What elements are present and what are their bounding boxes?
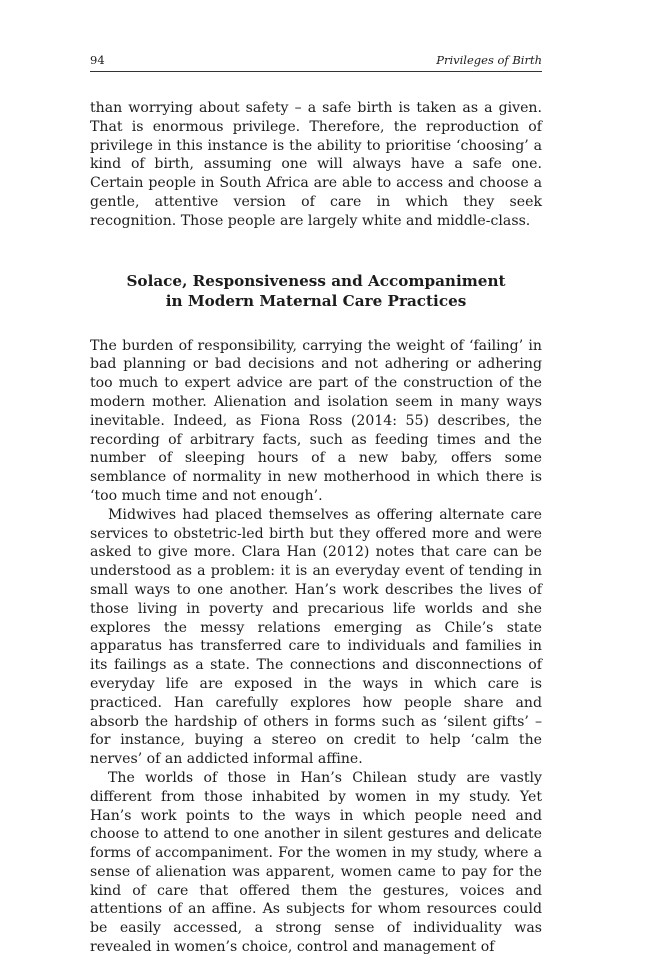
opening-paragraph: than worrying about safety – a safe birth is taken as a given. That is enormous privilege. Therefore, the reproduction of privilege in this instance is the ability to prioritise ‘choosing’ a kind of birth, assuming one will always have a safe one. Certain people in South Africa are able to access and choose a gentle, attentive version of care in which they seek recognition. Those people are largely white and middle-class. [90,100,542,229]
page-body [90,99,542,957]
body-paragraph: Midwives had placed themselves as offering alternate care services to obstetric-led birth but they offered more and were asked to give more. Clara Han (2012) notes that care can be understood as a problem: it is an everyday event of tending in small ways to one another. Han’s work describes the lives of those living in poverty and precarious life worlds and she explores the messy relations emerging as Chile’s state apparatus has transferred care to individuals and families in its failings as a state. The connections and disconnections of everyday life are exposed in the ways in which care is practiced. Han carefully explores how people share and absorb the hardship of others in forms such as ‘silent gifts’ – for instance, buying a stereo on credit to help ‘calm the nerves’ of an addicted informal affine. [90,506,542,768]
body-paragraph: The worlds of those in Han’s Chilean study are vastly different from those inhabited by women in my study. Yet Han’s work points to the ways in which people need and choose to attend to one another in silent gestures and delicate forms of accompaniment. For the women in my study, where a sense of alienation was apparent, women came to pay for the kind of care that offered them the gestures, voices and attentions of an affine. As subjects for whom resources could be easily accessed, a strong sense of individuality was revealed in women’s choice, control and management of [90,769,542,956]
page-number: 94 [90,53,105,67]
body-paragraph: The burden of responsibility, carrying the weight of ‘failing’ in bad planning or bad decisions and not adhering or adhering too much to expert advice are part of the construction of the modern mother. Alienation and isolation seem in many ways inevitable. Indeed, as Fiona Ross (2014: 55) describes, the recording of arbitrary facts, such as feeding times and the number of sleeping hours of a new baby, offers some semblance of normality in new motherhood in which there is ‘too much time and not enough’. [90,337,542,504]
running-header [90,53,542,69]
section-heading [90,271,542,311]
running-title: Privileges of Birth [436,53,542,67]
section-heading-line-1: Solace, Responsiveness and Accompaniment [126,271,506,290]
header-rule [90,71,542,72]
section-heading-line-2: in Modern Maternal Care Practices [165,291,467,310]
